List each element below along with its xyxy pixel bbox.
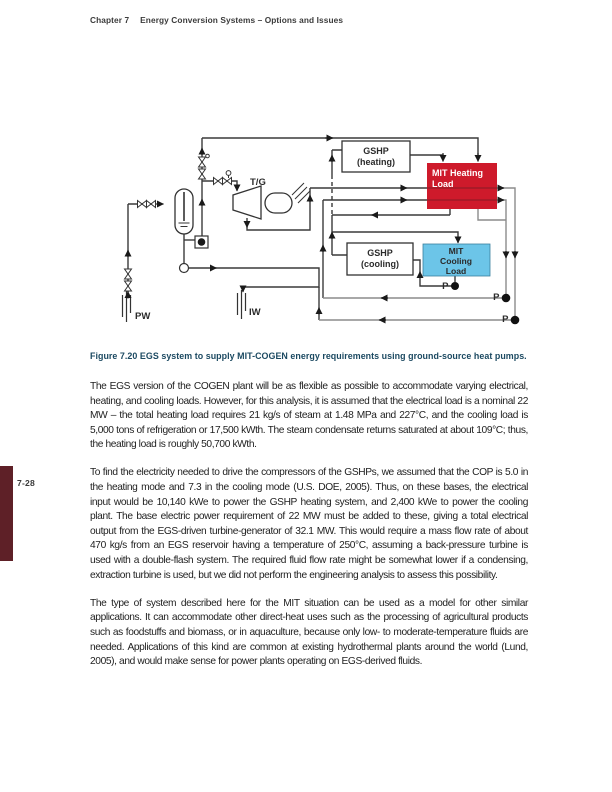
body-text xyxy=(90,380,528,683)
chapter-title: Energy Conversion Systems – Options and Issues xyxy=(140,15,344,25)
generator-icon xyxy=(265,183,310,213)
mit-cooling-load-box xyxy=(423,244,490,276)
gshp-cooling-label: (cooling) xyxy=(361,259,399,269)
gshp-heating-label: (heating) xyxy=(357,157,395,167)
gshp-cooling-label: GSHP xyxy=(367,248,393,258)
pump-box-icon xyxy=(195,236,208,248)
drain-circle-icon xyxy=(180,264,189,273)
injection-well-icon xyxy=(238,290,246,319)
figure-caption: Figure 7.20 EGS system to supply MIT-COGEN energy requirements using ground-source heat pumps. xyxy=(90,351,527,361)
gshp-heating-box xyxy=(342,141,410,172)
mit-heating-load-box xyxy=(427,163,497,209)
mit-heating-load-label: MIT Heating xyxy=(432,168,483,178)
pump-dot xyxy=(502,294,511,303)
body-paragraph: To find the electricity needed to drive the compressors of the GSHPs, we assumed that the COP is 5.0 in the heating mode and 7.3 in the cooling mode (U.S. DOE, 2005). Thus, on these bases, the electrical input would be 10,140 kWe to power the GSHP heating system, and 2,400 kWe to power the cooling plant. The base electric power requirement of 22 MW must be added to these, giving a total electrical output from the EGS-driven turbine-generator of 32.1 MW. This would require a mass flow rate of about 470 kg/s from an EGS reservoir having a temperature of 250°C, assuming a back-pressure turbine is used with a double-flash system. The required fluid flow rate might be somewhat lower if a condensing, extraction turbine is used, but we did not perform the engineering analysis to assess this possibility. xyxy=(90,467,528,581)
body-paragraph: The type of system described here for the MIT situation can be used as a model for other similar applications. It can accommodate other direct-heat uses such as the processing of agricultural products such as foodstuffs and biomass, or in aquaculture, because only low- to moderate-temperature fluids are needed. Applications of this kind are common at existing hydrothermal plants around the world (Lund, 2005), and would make sense for power plants operating on EGS-derived fluids. xyxy=(90,597,528,668)
inlet-valve-icon xyxy=(138,201,156,208)
chapter-number: Chapter 7 xyxy=(90,15,130,25)
mit-cooling-load-label: MIT xyxy=(448,246,464,256)
pump-label: P xyxy=(502,314,509,325)
control-valve-icon xyxy=(214,171,232,185)
gshp-heating-label: GSHP xyxy=(363,146,389,156)
egs-diagram xyxy=(95,115,525,350)
separator-vessel-icon xyxy=(175,189,193,234)
pump-dot xyxy=(511,316,520,325)
production-well-label: PW xyxy=(135,311,151,322)
gshp-cooling-box xyxy=(347,243,413,275)
body-paragraph: The EGS version of the COGEN plant will be as flexible as possible to accommodate varying electrical, heating, and cooling loads. However, for this analysis, it is assumed that the electrical load is a nominal 22 MW – the total heating load requires 21 kg/s of steam at 1.48 MPa and 227°C, and the cooling load is 5,000 tons of refrigeration or 17,500 kWth. The steam condensate returns saturated at about 109°C; thus, the heating load is roughly 50,700 kWth. xyxy=(90,381,528,451)
page-number: 7-28 xyxy=(17,478,36,488)
pump-label: P xyxy=(493,292,500,303)
vent-valve-icon xyxy=(199,154,210,179)
pump-label: P xyxy=(442,281,449,292)
pump-dot xyxy=(451,282,459,290)
production-well-icon xyxy=(123,291,131,322)
mit-heating-load-label: Load xyxy=(432,179,454,189)
turbine-generator-label: T/G xyxy=(250,177,266,188)
chapter-tab-marker xyxy=(0,466,13,561)
mit-cooling-load-label: Cooling xyxy=(440,256,472,266)
injection-well-label: IW xyxy=(249,307,261,318)
page-header xyxy=(90,15,343,25)
mit-cooling-load-label: Load xyxy=(445,266,467,276)
